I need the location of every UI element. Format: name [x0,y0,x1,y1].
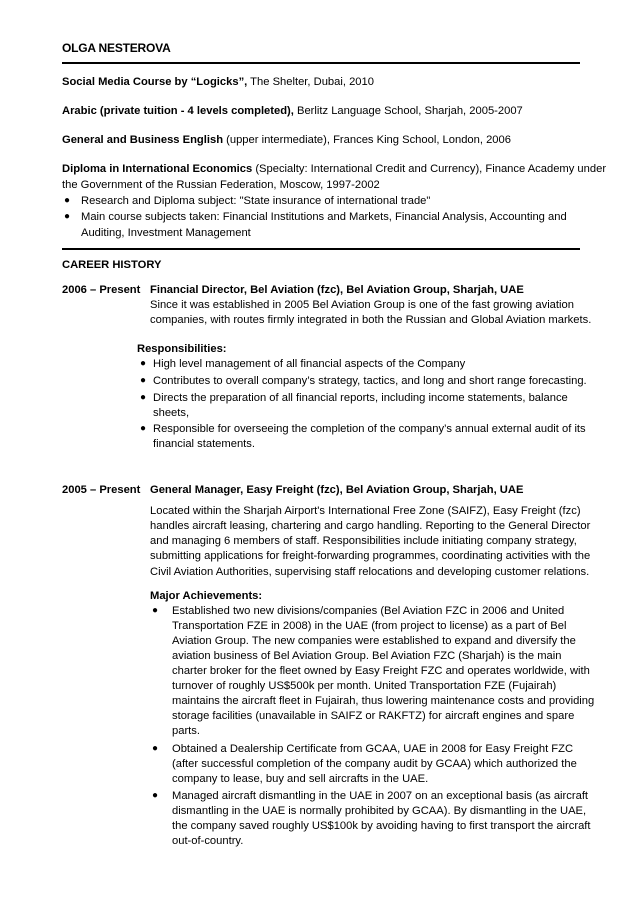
education-arabic: Arabic (private tuition - 4 levels completed), Berlitz Language School, Sharjah, 2005-2007 [62,105,523,117]
job2-dates: 2005 – Present [62,484,141,496]
candidate-name: OLGA NESTEROVA [62,41,171,55]
bullet-icon: ● [152,790,159,801]
job2-ach-line: the company saved roughly US$100k by avoiding having to first transport the aircraft [172,820,591,832]
job1-resp-item: High level management of all financial aspects of the Company [153,358,466,370]
job2-desc-line: and managing 6 members of staff. Responsibilities include initiating company strategy, [150,535,577,547]
education-social-media: Social Media Course by “Logicks”, The Shelter, Dubai, 2010 [62,76,374,88]
bullet-icon: ● [64,195,71,206]
job2-ach-line: (after successful completion of the company audit by GCAA) which authorized the [172,758,577,770]
diploma-bullet-subjects: Main course subjects taken: Financial Institutions and Markets, Financial Analysis, Accounting and [81,211,567,223]
job2-achievements-label: Major Achievements: [150,590,263,602]
job2-ach-line: parts. [172,725,200,737]
job2-ach-line: maintains the aircraft fleet in Fujairah, thus lowering maintenance costs and providing [172,695,595,707]
job1-resp-item-cont: financial statements. [153,438,255,450]
job2-ach-line: aviation business of Bel Aviation Group. Bel Aviation FZC (Sharjah) is the main [172,650,562,662]
job2-desc-line: submitting applications for freight-forwarding programmes, coordinating activities with the [150,550,591,562]
job2-ach-line: Aviation Group. The new companies were established to expand and diversify the [172,635,576,647]
job1-resp-item-cont: sheets, [153,407,190,419]
job1-desc-line: companies, with routes firmly integrated in both the Russian and Global Aviation markets. [150,314,592,326]
job2-ach-line: company to lease, buy and sell aircrafts in the UAE. [172,773,429,785]
bullet-icon: ● [140,423,147,434]
bullet-icon: ● [64,211,71,222]
job2-ach-line: turnover of roughly US$500k per month. United Transportation FZE (Fujairah) [172,680,557,692]
bullet-icon: ● [140,375,147,386]
job1-responsibilities-label: Responsibilities: [137,343,227,355]
job2-ach-line: out-of-country. [172,835,244,847]
job1-desc-line: Since it was established in 2005 Bel Aviation Group is one of the fast growing aviation [150,299,574,311]
bullet-icon: ● [152,743,159,754]
bullet-icon: ● [152,605,159,616]
bullet-icon: ● [140,358,147,369]
job1-resp-item: Contributes to overall company’s strategy, tactics, and long and short range forecasting. [153,375,587,387]
job2-ach-line: charter broker for the fleet owned by Easy Freight FZC and operates worldwide, with [172,665,590,677]
job1-resp-item: Directs the preparation of all financial reports, including income statements, balance [153,392,568,404]
job2-ach-line: Established two new divisions/companies (Bel Aviation FZC in 2006 and United [172,605,565,617]
education-english: General and Business English (upper intermediate), Frances King School, London, 2006 [62,134,511,146]
job2-ach-line: Managed aircraft dismantling in the UAE in 2007 on an exceptional basis (as aircraft [172,790,589,802]
job2-ach-line: dismantling in the UAE is normally prohibited by GCAA). By dismantling in the UAE, [172,805,587,817]
education-diploma: Diploma in International Economics (Specialty: International Credit and Currency), Finance Academy under [62,163,607,175]
job1-resp-item: Responsible for overseeing the completion of the company’s annual external audit of its [153,423,586,435]
education-diploma-line2: the Government of the Russian Federation, Moscow, 1997-2002 [62,179,380,191]
section-divider [62,248,580,250]
job2-ach-line: Obtained a Dealership Certificate from GCAA, UAE in 2008 for Easy Freight FZC [172,743,574,755]
header-divider [62,62,580,64]
job1-title: Financial Director, Bel Aviation (fzc), Bel Aviation Group, Sharjah, UAE [150,284,524,296]
job2-desc-line: Civil Aviation Authorities, supervising staff relocations and developing customer relations. [150,566,590,578]
job2-ach-line: storage facilities (unavailable in SAIFZ or RAKFTZ) for aircraft engines and spare [172,710,575,722]
job2-ach-line: Transportation FZE in 2008) in the UAE (from project to license) as a part of Bel [172,620,567,632]
diploma-bullet-research: Research and Diploma subject: "State insurance of international trade" [81,195,431,207]
bullet-icon: ● [140,392,147,403]
job2-desc-line: handles aircraft leasing, chartering and cargo handling. Reporting to the General Director [150,520,591,532]
career-heading: CAREER HISTORY [62,259,162,271]
diploma-bullet-subjects-cont: Auditing, Investment Management [81,227,251,239]
job1-dates: 2006 – Present [62,284,141,296]
job2-desc-line: Located within the Sharjah Airport's International Free Zone (SAIFZ), Easy Freight (fzc) [150,505,581,517]
job2-title: General Manager, Easy Freight (fzc), Bel Aviation Group, Sharjah, UAE [150,484,524,496]
